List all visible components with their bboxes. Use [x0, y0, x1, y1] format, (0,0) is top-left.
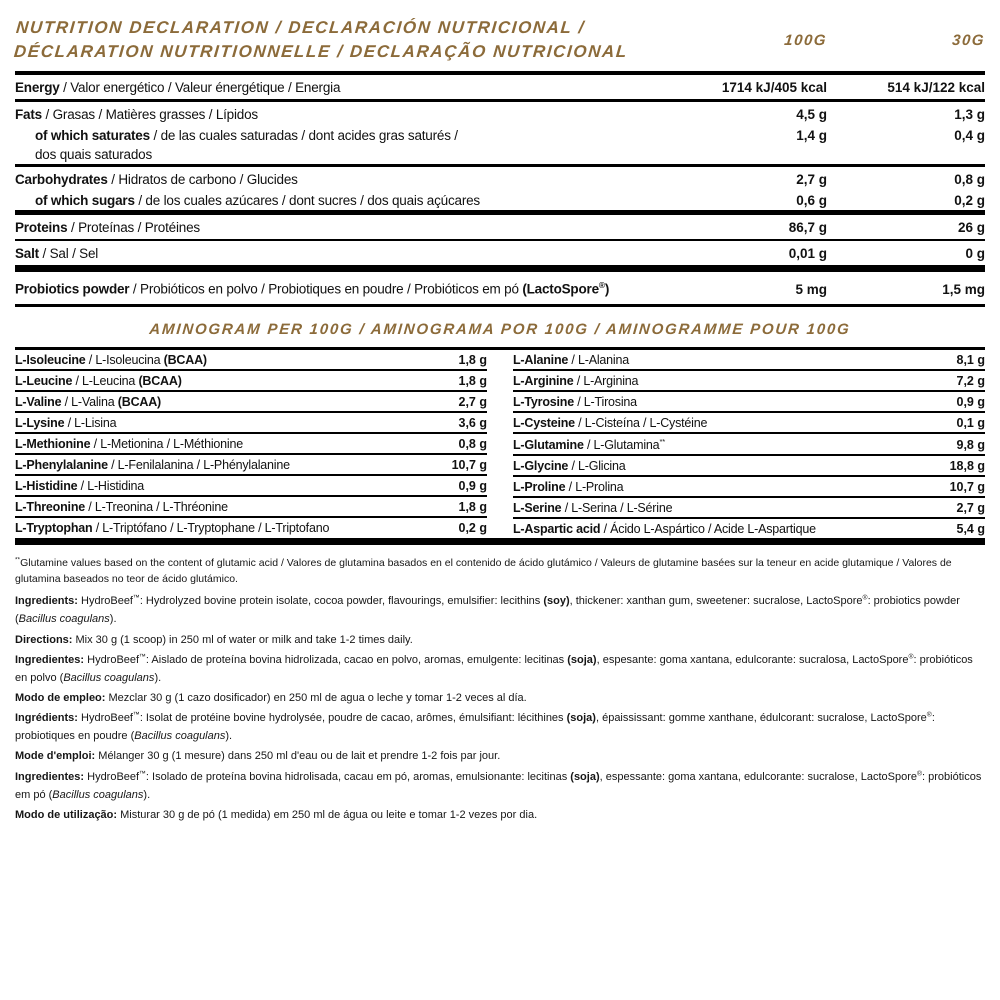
- table-row: [15, 392, 487, 413]
- label-header: [15, 16, 985, 71]
- divider: [15, 265, 985, 272]
- amino-value: 0,8 g: [458, 436, 487, 451]
- amino-value: 1,8 g: [458, 352, 487, 367]
- amino-label: L-Alanine / L-Alanina: [513, 352, 629, 367]
- amino-value: 18,8 g: [949, 458, 985, 473]
- row-label: Probiotics powder / Probióticos en polvo / Probiotiques en poudre / Probióticos em pó (LactoSpore®): [15, 280, 610, 297]
- ingredients-es: Ingredientes: HydroBeef™: Aislado de proteína bovina hidrolizada, cacao en polvo, aromas, emulgente: lecitinas (soja), espesante: goma xantana, edulcorante: sucralosa, LactoSpore®: probióticos en polvo (Bacillus coagulans).: [15, 653, 973, 684]
- table-row-sugars: [15, 191, 985, 210]
- divider: [15, 538, 985, 545]
- value-100g: 4,5 g: [796, 107, 827, 122]
- amino-value: 5,4 g: [956, 521, 985, 536]
- table-row: [513, 371, 985, 392]
- nutrition-table: [15, 71, 985, 307]
- amino-label: L-Glycine / L-Glicina: [513, 458, 626, 473]
- amino-label: L-Methionine / L-Metionina / L-Méthionine: [15, 436, 243, 451]
- amino-value: 3,6 g: [458, 415, 487, 430]
- value-30g: 0 g: [965, 246, 985, 261]
- aminogram-left-column: [15, 350, 487, 538]
- table-row-energy: [15, 75, 985, 99]
- amino-value: 0,2 g: [458, 520, 487, 535]
- aminogram-right-column: [513, 350, 985, 538]
- value-30g: 514 kJ/122 kcal: [887, 80, 985, 95]
- table-row: [15, 350, 487, 371]
- amino-value: 0,1 g: [956, 415, 985, 430]
- value-100g: 0,6 g: [796, 193, 827, 208]
- value-30g: 26 g: [957, 220, 985, 235]
- table-row: [15, 371, 487, 392]
- directions-pt: Modo de utilização: Misturar 30 g de pó (1 medida) em 250 ml de água ou leite e tomar 1-2 vezes por dia.: [15, 808, 538, 821]
- table-row-fats: [15, 102, 985, 126]
- row-label: Fats / Grasas / Matières grasses / Lípidos: [15, 107, 258, 122]
- table-row-saturates: [15, 126, 985, 145]
- row-label: Proteins / Proteínas / Protéines: [15, 220, 200, 235]
- amino-label: L-Lysine / L-Lisina: [15, 415, 117, 430]
- row-label: of which saturates / de las cuales saturadas / dont acides gras saturés /: [35, 128, 458, 143]
- table-row-proteins: [15, 215, 985, 239]
- title-line-1: NUTRITION DECLARATION / DECLARACIÓN NUTRICIONAL /: [15, 18, 586, 37]
- amino-value: 10,7 g: [949, 479, 985, 494]
- directions-es: Modo de empleo: Mezclar 30 g (1 cazo dosificador) en 250 ml de agua o leche y tomar 1-2 veces al día.: [15, 691, 527, 704]
- value-100g: 1,4 g: [796, 128, 827, 143]
- page-title: [13, 16, 709, 64]
- amino-value: 0,9 g: [458, 478, 487, 493]
- value-100g: 1714 kJ/405 kcal: [721, 80, 827, 95]
- amino-label: L-Isoleucine / L-Isoleucina (BCAA): [15, 352, 207, 367]
- value-100g: 86,7 g: [788, 220, 827, 235]
- amino-value: 1,8 g: [458, 499, 487, 514]
- amino-label: L-Arginine / L-Arginina: [513, 373, 639, 388]
- value-30g: 1,3 g: [954, 107, 985, 122]
- table-row-salt: [15, 241, 985, 265]
- ingredients-en: Ingredients: HydroBeef™: Hydrolyzed bovine protein isolate, cocoa powder, flavourings, emulsifier: lecithins (soy), thickener: xanthan gum, sweetener: sucralose, LactoSpore®: probiotics powder (Bacillus coagulans).: [15, 594, 960, 626]
- amino-label: L-Leucine / L-Leucina (BCAA): [15, 373, 182, 388]
- info-paragraphs: [15, 555, 985, 824]
- amino-value: 2,7 g: [458, 394, 487, 409]
- row-label: Energy / Valor energético / Valeur énergétique / Energia: [15, 80, 341, 95]
- table-row: [513, 350, 985, 371]
- table-row-saturates-cont: [15, 145, 985, 164]
- table-row: [15, 455, 487, 476]
- table-row-probiotics: [15, 272, 985, 304]
- amino-label: L-Histidine / L-Histidina: [15, 478, 145, 493]
- glutamine-footnote: **Glutamine values based on the content of glutamic acid / Valores de glutamina basados en el contenido de ácido glutámico / Valeurs de glutamine basées sur la teneur en acide glutamique / Valores de glutamina baseados no teor de ácido glutámico.: [15, 556, 952, 586]
- amino-label: L-Aspartic acid / Ácido L-Aspártico / Acide L-Aspartique: [513, 521, 816, 536]
- aminogram-title: AMINOGRAM PER 100G / AMINOGRAMA POR 100G / AMINOGRAMME POUR 100G: [148, 320, 852, 338]
- amino-label: L-Serine / L-Serina / L-Sérine: [513, 500, 673, 515]
- value-100g: 2,7 g: [796, 172, 827, 187]
- table-row: [513, 434, 985, 456]
- amino-label: L-Threonine / L-Treonina / L-Thréonine: [15, 499, 228, 514]
- amino-label: L-Tryptophan / L-Triptófano / L-Tryptophane / L-Triptofano: [15, 520, 330, 535]
- amino-value: 1,8 g: [458, 373, 487, 388]
- amino-label: L-Valine / L-Valina (BCAA): [15, 394, 162, 409]
- value-100g: 5 mg: [795, 281, 827, 297]
- value-30g: 0,4 g: [954, 128, 985, 143]
- table-row: [513, 413, 985, 434]
- column-header-100g: 100G: [783, 31, 828, 49]
- directions-en: Directions: Mix 30 g (1 scoop) in 250 ml of water or milk and take 1-2 times daily.: [15, 633, 413, 646]
- ingredients-fr: Ingrédients: HydroBeef™: Isolat de protéine bovine hydrolysée, poudre de cacao, arômes, émulsifiant: lécithines (soja), épaississant: gomme xanthane, édulcorant: sucralose, LactoSpore®: probiotiques en poudre (Bacillus coagulans).: [15, 711, 935, 743]
- table-row: [513, 392, 985, 413]
- amino-value: 7,2 g: [956, 373, 985, 388]
- amino-value: 9,8 g: [956, 437, 985, 452]
- column-header-30g: 30G: [951, 31, 986, 49]
- value-30g: 1,5 mg: [942, 281, 985, 297]
- amino-value: 2,7 g: [956, 500, 985, 515]
- table-row: [513, 498, 985, 519]
- amino-label: L-Cysteine / L-Cisteína / L-Cystéine: [513, 415, 708, 430]
- table-row: [15, 434, 487, 455]
- directions-fr: Mode d'emploi: Mélanger 30 g (1 mesure) dans 250 ml d'eau ou de lait et prendre 1-2 fois par jour.: [15, 750, 501, 763]
- row-label: Salt / Sal / Sel: [15, 246, 99, 261]
- row-label: of which sugars / de los cuales azúcares / dont sucres / dos quais açúcares: [35, 193, 480, 208]
- amino-value: 8,1 g: [956, 352, 985, 367]
- amino-label: L-Proline / L-Prolina: [513, 479, 624, 494]
- amino-value: 0,9 g: [956, 394, 985, 409]
- aminogram-table: [15, 347, 985, 538]
- value-30g: 0,2 g: [954, 193, 985, 208]
- table-row: [15, 497, 487, 518]
- table-row: [513, 519, 985, 538]
- amino-value: 10,7 g: [451, 457, 487, 472]
- table-row: [15, 413, 487, 434]
- table-row: [513, 456, 985, 477]
- amino-label: L-Glutamine / L-Glutamina**: [513, 436, 666, 452]
- title-line-2: DÉCLARATION NUTRITIONNELLE / DECLARAÇÃO NUTRICIONAL: [13, 42, 629, 61]
- divider: [15, 304, 985, 307]
- table-row: [15, 518, 487, 537]
- row-label: Carbohydrates / Hidratos de carbono / Glucides: [15, 172, 298, 187]
- table-row: [513, 477, 985, 498]
- value-30g: 0,8 g: [954, 172, 985, 187]
- amino-label: L-Tyrosine / L-Tirosina: [513, 394, 637, 409]
- table-row-carbohydrates: [15, 167, 985, 191]
- ingredients-pt: Ingredientes: HydroBeef™: Isolado de proteína bovina hidrolisada, cacau em pó, aromas, emulsionante: lecitinas (soja), espessante: goma xantana, edulcorante: sucralose, LactoSpore®: probióticos em pó (Bacillus coagulans).: [15, 769, 982, 801]
- row-label: dos quais saturados: [35, 147, 153, 162]
- value-100g: 0,01 g: [788, 246, 827, 261]
- amino-label: L-Phenylalanine / L-Fenilalanina / L-Phénylalanine: [15, 457, 290, 472]
- table-row: [15, 476, 487, 497]
